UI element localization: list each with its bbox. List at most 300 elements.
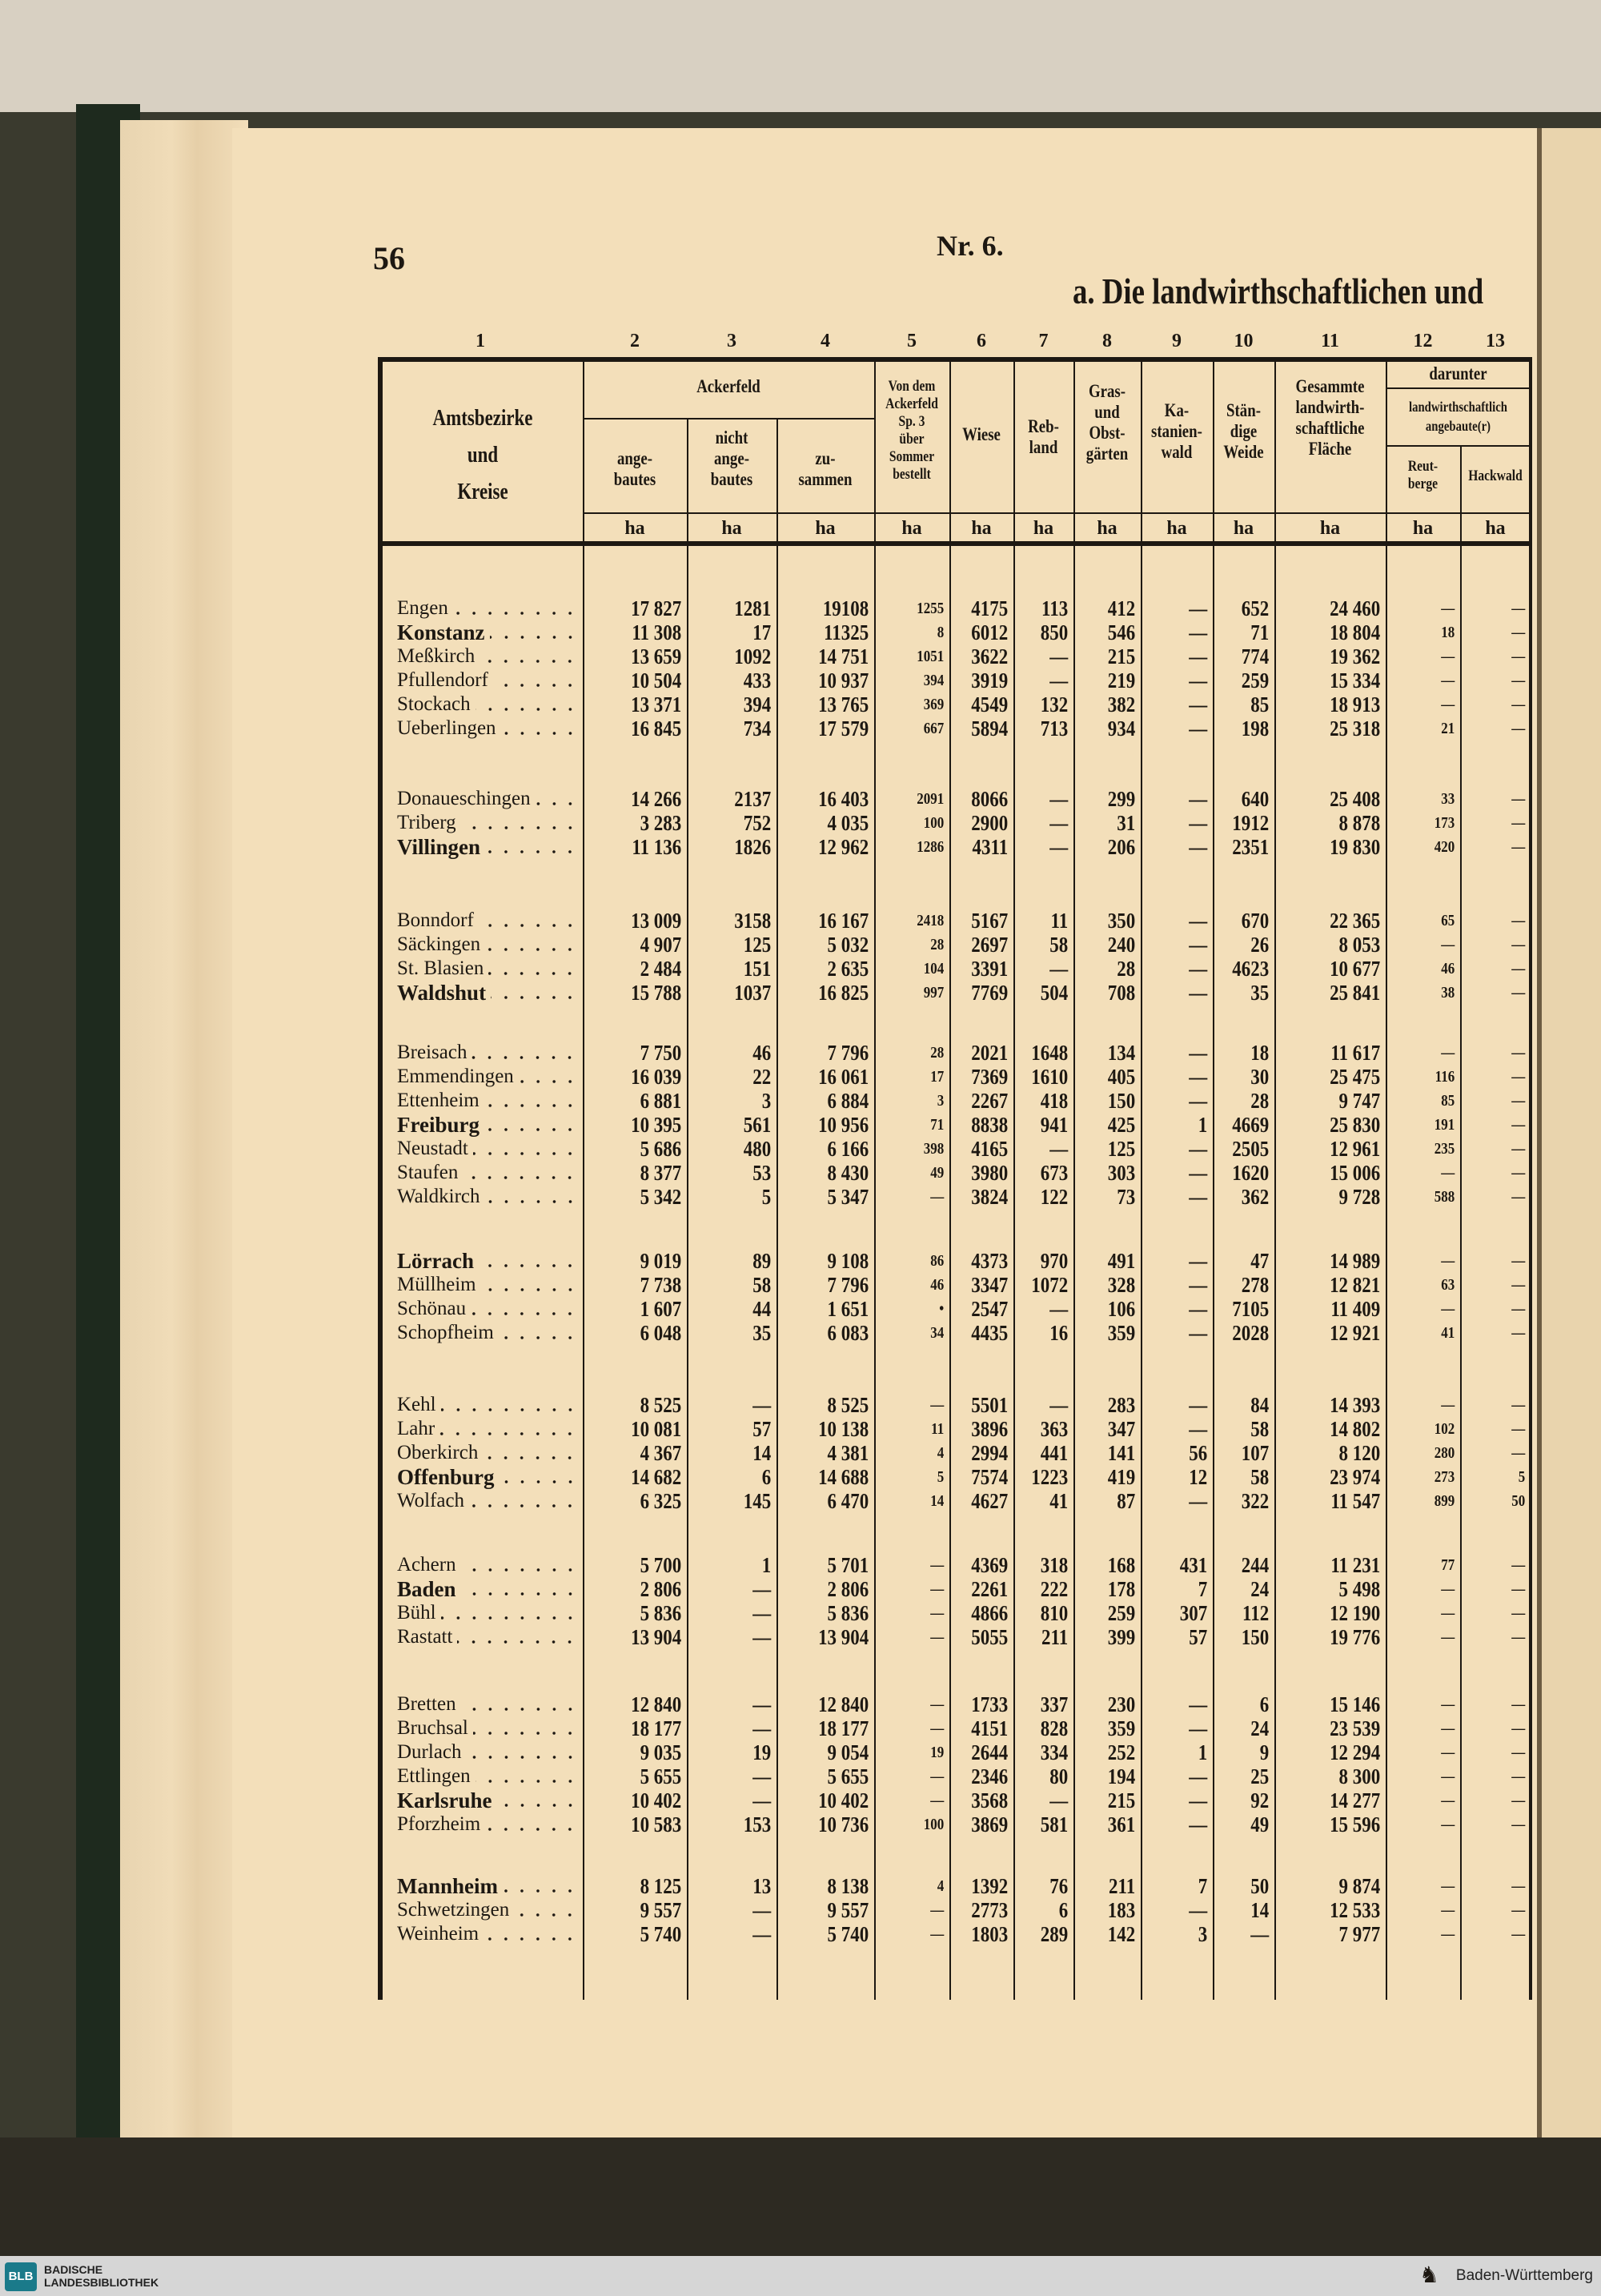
district-cell — [397, 1113, 578, 1137]
district-name: Villingen — [397, 835, 481, 859]
table-cell: 65 — [1441, 912, 1455, 929]
table-cell: 10 395 — [631, 1113, 682, 1137]
table-cell: 100 — [923, 814, 945, 832]
table-cell: 11 617 — [1330, 1041, 1381, 1065]
table-cell: 11 — [1050, 909, 1069, 933]
table-cell: 113 — [1041, 596, 1069, 620]
table-cell: 46 — [930, 1276, 945, 1294]
district-name: Breisach — [397, 1042, 467, 1063]
table-cell: 77 — [1441, 1556, 1455, 1574]
table-cell: — — [1511, 1877, 1526, 1895]
table-cell: — — [752, 1625, 772, 1649]
unit-row-divider — [583, 512, 1531, 514]
table-cell: 12 821 — [1330, 1273, 1381, 1297]
table-cell: — — [1189, 692, 1208, 716]
district-name: Schwetzingen — [397, 1899, 510, 1921]
unit-label: ha — [1233, 518, 1254, 539]
table-cell: 382 — [1107, 692, 1136, 716]
table-cell: — — [930, 1696, 945, 1713]
table-cell: — — [930, 1768, 945, 1785]
table-cell: — — [752, 1922, 772, 1946]
table-cell: 14 802 — [1330, 1417, 1381, 1441]
table-cell: — — [1511, 838, 1526, 856]
table-cell: 26 — [1250, 933, 1270, 957]
district-name: Baden — [397, 1577, 456, 1601]
table-cell: 150 — [1241, 1625, 1270, 1649]
district-name: Weinheim — [397, 1923, 479, 1945]
table-row — [378, 1297, 1531, 1321]
district-name: Engen — [397, 597, 448, 619]
table-cell: 359 — [1107, 1716, 1136, 1740]
district-cell — [397, 933, 578, 957]
table-cell: 561 — [743, 1113, 772, 1137]
table-cell: 12 840 — [631, 1692, 682, 1716]
table-cell: 18 913 — [1330, 692, 1381, 716]
table-cell: 14 682 — [631, 1465, 682, 1489]
angebaute-divider — [1386, 445, 1531, 447]
table-cell: 9 557 — [640, 1898, 682, 1922]
table-cell: 10 583 — [631, 1812, 682, 1836]
table-cell: — — [1441, 936, 1455, 953]
table-cell: 89 — [752, 1249, 772, 1273]
dot-leader — [485, 947, 578, 952]
table-cell: — — [1441, 648, 1455, 665]
table-row — [378, 1273, 1531, 1297]
table-row — [378, 787, 1531, 811]
district-cell — [397, 957, 578, 981]
table-cell: 13 765 — [818, 692, 869, 716]
table-cell: 28 — [930, 936, 945, 953]
table-cell: 19 — [752, 1740, 772, 1764]
district-cell — [397, 1692, 578, 1716]
table-row — [378, 1441, 1531, 1465]
column-number: 13 — [1486, 331, 1505, 351]
table-cell: 141 — [1107, 1441, 1136, 1465]
district-name: Stockach — [397, 693, 471, 715]
table-cell: 38 — [1441, 984, 1455, 1001]
dot-leader — [439, 1431, 578, 1436]
table-cell: — — [1511, 960, 1526, 977]
table-cell: — — [1441, 1604, 1455, 1622]
table-cell: 1648 — [1031, 1041, 1069, 1065]
table-cell: — — [1189, 1764, 1208, 1788]
header-amtsbezirke-kreise: Amtsbezirke und Kreise — [432, 406, 533, 504]
table-cell: 21 — [1441, 720, 1455, 737]
table-cell: 8 430 — [827, 1161, 869, 1185]
dot-leader — [519, 1079, 578, 1084]
table-cell: — — [1511, 1044, 1526, 1062]
table-cell: 53 — [752, 1161, 772, 1185]
dot-leader — [484, 1103, 578, 1108]
table-row — [378, 1788, 1531, 1812]
table-cell: — — [1441, 696, 1455, 713]
district-cell — [397, 909, 578, 933]
table-cell: 24 — [1250, 1716, 1270, 1740]
district-cell — [397, 1553, 578, 1577]
table-cell: 6 470 — [827, 1489, 869, 1513]
district-name: Konstanz — [397, 620, 485, 644]
table-cell: 2900 — [971, 811, 1009, 835]
table-cell: 41 — [1049, 1489, 1069, 1513]
table-cell: — — [1511, 1696, 1526, 1713]
table-cell: 1286 — [917, 838, 945, 856]
table-cell: 15 334 — [1330, 668, 1381, 692]
table-cell: 18 177 — [818, 1716, 869, 1740]
table-cell: — — [1441, 1164, 1455, 1182]
blb-logo[interactable]: BLB — [5, 2262, 37, 2291]
table-cell: 299 — [1107, 787, 1136, 811]
table-cell: 2 806 — [827, 1577, 869, 1601]
table-cell: 206 — [1107, 835, 1136, 859]
table-row — [378, 716, 1531, 741]
table-row — [378, 1321, 1531, 1345]
table-cell: — — [1049, 811, 1069, 835]
table-cell: — — [1511, 1140, 1526, 1158]
table-cell: 328 — [1107, 1273, 1136, 1297]
table-cell: 1 607 — [640, 1297, 682, 1321]
header-darunter: darunter — [1429, 363, 1487, 383]
table-cell: 76 — [1049, 1874, 1069, 1898]
table-cell: 11325 — [824, 620, 869, 644]
district-cell — [397, 620, 578, 644]
table-cell: — — [1511, 1925, 1526, 1943]
district-cell — [397, 981, 578, 1005]
table-cell: 230 — [1107, 1692, 1136, 1716]
table-cell: 14 751 — [818, 644, 869, 668]
table-cell: 13 — [752, 1874, 772, 1898]
district-name: Säckingen — [397, 933, 481, 955]
dot-leader — [488, 971, 578, 976]
table-cell: 2346 — [971, 1764, 1009, 1788]
district-name: Durlach — [397, 1741, 462, 1763]
table-cell: 1255 — [917, 600, 945, 617]
district-cell — [397, 1393, 578, 1417]
column-number: 1 — [475, 331, 485, 351]
table-cell: — — [1189, 1788, 1208, 1812]
table-cell: 6 325 — [640, 1489, 682, 1513]
table-cell: 22 365 — [1330, 909, 1381, 933]
table-cell: 3980 — [971, 1161, 1009, 1185]
table-cell: 12 294 — [1330, 1740, 1381, 1764]
table-title: a. Die landwirthschaftlichen und — [1073, 271, 1484, 311]
table-cell: — — [1189, 1273, 1208, 1297]
table-cell: 11 547 — [1330, 1489, 1381, 1513]
table-cell: 546 — [1107, 620, 1136, 644]
state-lion-icon: ♞ — [1418, 2262, 1439, 2287]
table-cell: 15 006 — [1330, 1161, 1381, 1185]
table-cell: 80 — [1049, 1764, 1069, 1788]
table-cell: — — [1189, 1898, 1208, 1922]
table-cell: — — [1511, 1444, 1526, 1462]
table-cell: — — [930, 1396, 945, 1414]
table-cell: 2261 — [971, 1577, 1009, 1601]
table-cell: 17 — [930, 1068, 945, 1086]
table-cell: 215 — [1107, 644, 1136, 668]
table-cell: 303 — [1107, 1161, 1136, 1185]
table-cell: 19 362 — [1330, 644, 1381, 668]
table-cell: 14 989 — [1330, 1249, 1381, 1273]
table-cell: 2418 — [917, 912, 945, 929]
table-cell: 3347 — [971, 1273, 1009, 1297]
table-cell: 3568 — [971, 1788, 1009, 1812]
table-cell: 211 — [1109, 1874, 1136, 1898]
table-cell: 1 — [761, 1553, 772, 1577]
table-cell: 2773 — [971, 1898, 1009, 1922]
column-divider — [1013, 359, 1015, 2000]
table-cell: — — [930, 1720, 945, 1737]
table-cell: 810 — [1040, 1601, 1069, 1625]
table-cell: — — [1189, 1393, 1208, 1417]
table-cell: — — [1189, 1041, 1208, 1065]
table-cell: 1072 — [1031, 1273, 1069, 1297]
district-name: Offenburg — [397, 1465, 495, 1489]
table-cell: 25 408 — [1330, 787, 1381, 811]
table-cell: 7369 — [971, 1065, 1009, 1089]
table-cell: 9 728 — [1338, 1185, 1381, 1209]
table-cell: 4 — [937, 1877, 945, 1895]
table-row — [378, 1692, 1531, 1716]
table-cell: 347 — [1107, 1417, 1136, 1441]
table-row — [378, 1465, 1531, 1489]
dot-leader — [485, 1827, 578, 1832]
table-cell: — — [1189, 1161, 1208, 1185]
column-number: 10 — [1234, 331, 1254, 351]
table-cell: 4369 — [971, 1553, 1009, 1577]
table-cell: 57 — [1189, 1625, 1208, 1649]
table-cell: — — [1511, 1901, 1526, 1919]
table-cell: 112 — [1242, 1601, 1270, 1625]
table-cell: 34 — [930, 1324, 945, 1342]
district-name: Achern — [397, 1554, 456, 1575]
table-cell: 405 — [1107, 1065, 1136, 1089]
table-cell: 12 921 — [1330, 1321, 1381, 1345]
table-cell: 28 — [1250, 1089, 1270, 1113]
table-cell: — — [1441, 1792, 1455, 1809]
table-cell: — — [1189, 811, 1208, 835]
table-cell: — — [1511, 672, 1526, 689]
table-row — [378, 1553, 1531, 1577]
table-cell: 9 054 — [827, 1740, 869, 1764]
dot-leader — [461, 1592, 578, 1596]
table-cell: 419 — [1107, 1465, 1136, 1489]
table-cell: 63 — [1441, 1276, 1455, 1294]
issue-number: Nr. 6. — [937, 230, 1004, 262]
table-cell: 1733 — [971, 1692, 1009, 1716]
table-cell: 369 — [923, 696, 945, 713]
table-cell: 899 — [1434, 1492, 1455, 1510]
dot-leader — [514, 1913, 578, 1917]
district-name: Bonndorf — [397, 909, 474, 931]
table-cell: 9 557 — [827, 1898, 869, 1922]
table-row — [378, 909, 1531, 933]
table-row — [378, 835, 1531, 859]
table-row — [378, 1185, 1531, 1209]
table-cell: 4 367 — [640, 1441, 682, 1465]
table-cell: 3 — [761, 1089, 772, 1113]
dot-leader — [501, 731, 578, 736]
table-cell: 6 881 — [640, 1089, 682, 1113]
table-cell: 2267 — [971, 1089, 1009, 1113]
dot-leader — [503, 1889, 578, 1893]
table-cell: 6012 — [971, 620, 1009, 644]
district-name: Lahr — [397, 1418, 435, 1439]
district-cell — [397, 1297, 578, 1321]
table-cell: 588 — [1434, 1188, 1455, 1206]
darunter-divider — [1386, 387, 1531, 389]
table-cell: — — [1511, 1556, 1526, 1574]
table-cell: 44 — [752, 1297, 772, 1321]
table-cell: — — [1511, 1092, 1526, 1110]
header-rebland: Reb- land — [1028, 416, 1059, 457]
column-divider — [1386, 359, 1387, 2000]
table-cell: — — [1189, 933, 1208, 957]
table-row — [378, 933, 1531, 957]
table-cell: 2644 — [971, 1740, 1009, 1764]
table-cell: — — [1441, 672, 1455, 689]
table-cell: 1 — [1198, 1113, 1208, 1137]
table-cell: — — [752, 1577, 772, 1601]
table-cell: 28 — [1117, 957, 1136, 981]
table-cell: 14 — [1250, 1898, 1270, 1922]
table-cell: — — [930, 1792, 945, 1809]
table-cell: 2028 — [1232, 1321, 1270, 1345]
table-cell: — — [930, 1925, 945, 1943]
column-divider — [1073, 359, 1075, 2000]
table-cell: 25 475 — [1330, 1065, 1381, 1089]
table-cell: 33 — [1441, 790, 1455, 808]
table-cell: 3 — [1198, 1922, 1208, 1946]
table-cell: 259 — [1107, 1601, 1136, 1625]
table-cell: 12 962 — [818, 835, 869, 859]
table-cell: 4373 — [971, 1249, 1009, 1273]
table-cell: 86 — [930, 1252, 945, 1270]
table-cell: 7 738 — [640, 1273, 682, 1297]
table-cell: 1281 — [734, 596, 772, 620]
column-number: 9 — [1172, 331, 1182, 351]
column-number: 4 — [821, 331, 830, 351]
table-cell: 3 283 — [640, 811, 682, 835]
table-cell: 4151 — [971, 1716, 1009, 1740]
table-cell: 6 166 — [827, 1137, 869, 1161]
table-cell: — — [1511, 1324, 1526, 1342]
table-cell: 13 904 — [818, 1625, 869, 1649]
table-cell: 280 — [1434, 1444, 1455, 1462]
table-cell: 5 347 — [827, 1185, 869, 1209]
district-name: St. Blasien — [397, 957, 484, 979]
table-cell: 191 — [1434, 1116, 1455, 1134]
table-cell: 3622 — [971, 644, 1009, 668]
table-cell: — — [752, 1393, 772, 1417]
table-cell: — — [1189, 716, 1208, 741]
table-cell: 5 655 — [827, 1764, 869, 1788]
table-cell: 1 651 — [827, 1297, 869, 1321]
table-cell: 850 — [1040, 620, 1069, 644]
district-name: Pfullendorf — [397, 669, 488, 691]
unit-label: ha — [624, 518, 645, 539]
dot-leader — [485, 849, 578, 854]
table-cell: 85 — [1441, 1092, 1455, 1110]
table-cell: — — [1511, 1768, 1526, 1785]
table-cell: 31 — [1117, 811, 1136, 835]
table-cell: 5 655 — [640, 1764, 682, 1788]
table-cell: 5 836 — [827, 1601, 869, 1625]
table-cell: 7 — [1198, 1874, 1208, 1898]
table-cell: 10 402 — [818, 1788, 869, 1812]
district-name: Kehl — [397, 1394, 436, 1415]
column-divider — [874, 359, 876, 2000]
table-cell: 1392 — [971, 1874, 1009, 1898]
table-cell: — — [1511, 720, 1526, 737]
table-cell: 150 — [1107, 1089, 1136, 1113]
dot-leader — [467, 1755, 578, 1760]
state-name: Baden-Württemberg — [1455, 2267, 1593, 2284]
table-cell: — — [1189, 787, 1208, 811]
table-cell: 11 231 — [1330, 1553, 1381, 1577]
scan-background-bottom — [0, 2137, 1601, 2258]
header-sommer-bestellt: Von dem Ackerfeld Sp. 3 über Sommer bestellt — [885, 378, 938, 483]
page-stack — [120, 120, 248, 2137]
district-cell — [397, 692, 578, 716]
district-cell — [397, 1465, 578, 1489]
table-cell: 58 — [1049, 933, 1069, 957]
district-name: Müllheim — [397, 1274, 476, 1295]
table-cell: 16 061 — [818, 1065, 869, 1089]
district-name: Wolfach — [397, 1490, 465, 1511]
footer-bar — [0, 2256, 1601, 2296]
table-cell: 18 177 — [631, 1716, 682, 1740]
table-cell: — — [1189, 1692, 1208, 1716]
table-row — [378, 1812, 1531, 1836]
table-row — [378, 1625, 1531, 1649]
table-cell: 244 — [1241, 1553, 1270, 1577]
column-divider — [1274, 359, 1276, 2000]
district-name: Mannheim — [397, 1874, 499, 1898]
table-cell: 8 053 — [1338, 933, 1381, 957]
district-cell — [397, 835, 578, 859]
table-cell: 125 — [743, 933, 772, 957]
table-cell: 194 — [1107, 1764, 1136, 1788]
table-cell: 4435 — [971, 1321, 1009, 1345]
table-cell: — — [1511, 1420, 1526, 1438]
table-cell: — — [1511, 648, 1526, 665]
dot-leader — [469, 1503, 578, 1508]
district-cell — [397, 1137, 578, 1161]
unit-label: ha — [971, 518, 992, 539]
next-page-edge — [1537, 128, 1601, 2145]
column-number: 8 — [1102, 331, 1112, 351]
table-cell: 4866 — [971, 1601, 1009, 1625]
table-cell: 4549 — [971, 692, 1009, 716]
table-cell: — — [1049, 668, 1069, 692]
table-cell: 1092 — [734, 644, 772, 668]
table-row — [378, 1740, 1531, 1764]
table-cell: 361 — [1107, 1812, 1136, 1836]
header-angebautes: ange- bautes — [613, 448, 656, 489]
table-cell: 240 — [1107, 933, 1136, 957]
table-cell: 420 — [1434, 838, 1455, 856]
district-cell — [397, 1065, 578, 1089]
table-cell: 173 — [1434, 814, 1455, 832]
table-cell: 41 — [1441, 1324, 1455, 1342]
header-staendige-weide: Stän- dige Weide — [1223, 400, 1264, 462]
table-cell: 4311 — [972, 835, 1009, 859]
table-cell: 10 937 — [818, 668, 869, 692]
table-cell: 11 — [931, 1420, 945, 1438]
table-cell: 5 686 — [640, 1137, 682, 1161]
table-cell: — — [1511, 1744, 1526, 1761]
dot-leader — [461, 825, 578, 830]
table-cell: 85 — [1250, 692, 1270, 716]
